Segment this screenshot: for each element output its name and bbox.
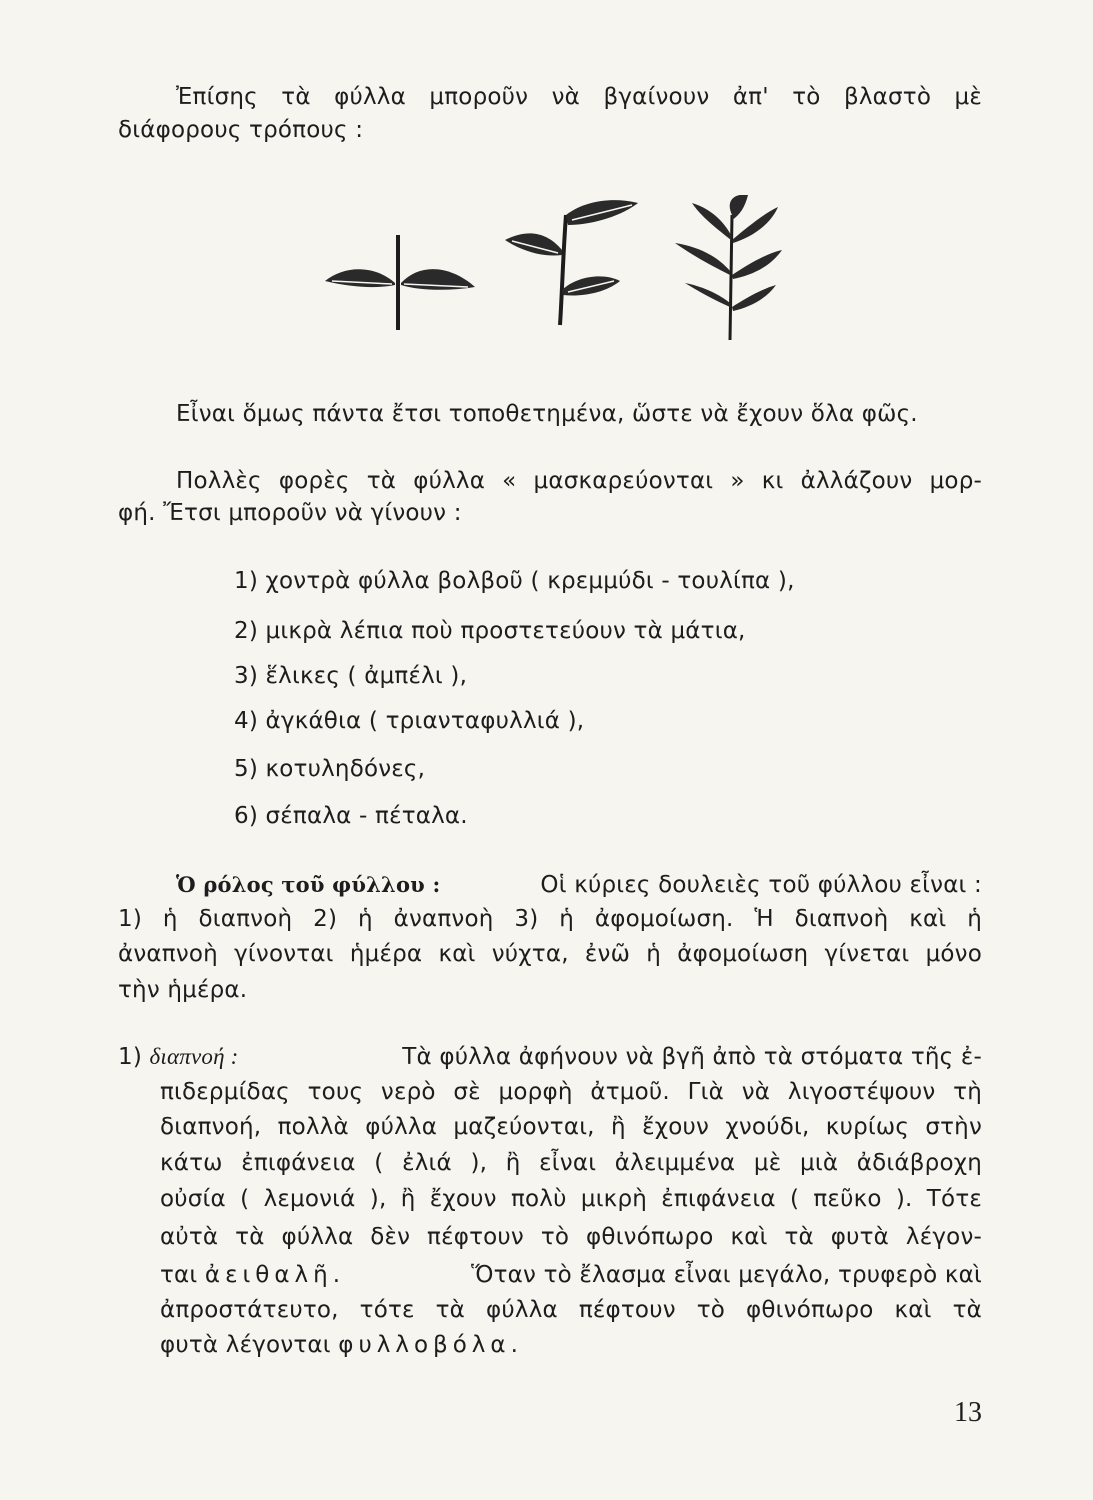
page-number: 13 [954, 1397, 982, 1428]
transpiration-line-1-text: Τὰ φύλλα ἀφήνουν νὰ βγῆ ἀπὸ τὰ στόματα τῆς ἐ- [402, 1044, 982, 1070]
intro-line-2: διάφορους τρόπους : [118, 117, 364, 143]
transpiration-line-7-lead [160, 1260, 345, 1290]
transpiration-line-1 [118, 1042, 982, 1072]
transpiration-line-2: πιδερμίδας τους νερὸ σὲ μορφὴ ἀτμοῦ. Γιὰ νὰ λιγοστέψουν τὴ [160, 1079, 982, 1105]
transpiration-number: 1) [118, 1044, 143, 1070]
transpiration-lead [118, 1042, 239, 1072]
list-item: 6) σέπαλα - πέταλα. [234, 803, 468, 829]
transpiration-line-6: αὐτὰ τὰ φύλλα δὲν πέφτουν τὸ φθινόπωρο καὶ τὰ φυτὰ λέγον- [160, 1224, 982, 1250]
disguise-line-2: φή. Ἔτσι μποροῦν νὰ γίνουν : [118, 500, 462, 526]
list-item: 1) χοντρὰ φύλλα βολβοῦ ( κρεμμύδι - τουλίπα ), [234, 568, 795, 594]
role-line-2: 1) ἡ διαπνοὴ 2) ἡ ἀναπνοὴ 3) ἡ ἀφομοίωση. Ἡ διαπνοὴ καὶ ἡ [118, 906, 982, 932]
list-item: 5) κοτυληδόνες, [234, 756, 426, 782]
list-item: 4) ἀγκάθια ( τριανταφυλλιά ), [234, 708, 585, 734]
transpiration-term: διαπνοή : [149, 1044, 239, 1069]
list-item: 2) μικρὰ λέπια ποὺ προστετεύουν τὰ μάτια, [234, 618, 746, 644]
role-line-1 [176, 870, 982, 900]
leaf-arrangement-figure [320, 195, 790, 345]
intro-line-1: Ἐπίσης τὰ φύλλα μποροῦν νὰ βγαίνουν ἀπ' τὸ βλαστὸ μὲ [176, 84, 982, 110]
transpiration-line-5: οὐσία ( λεμονιά ), ἢ ἔχουν πολὺ μικρὴ ἐπιφάνεια ( πεῦκο ). Τότε [160, 1186, 982, 1212]
evergreen-term: ἀειθαλῆ. [204, 1262, 346, 1288]
role-line-1-text: Οἱ κύριες δουλειὲς τοῦ φύλλου εἶναι : [540, 872, 982, 898]
light-sentence: Εἶναι ὅμως πάντα ἔτσι τοποθετημένα, ὥστε νὰ ἔχουν ὅλα φῶς. [176, 401, 918, 427]
role-line-3: ἀναπνοὴ γίνονται ἡμέρα καὶ νύχτα, ἐνῶ ἡ ἀφομοίωση γίνεται μόνο [118, 941, 982, 967]
role-heading: Ὁ ρόλος τοῦ φύλλου : [176, 872, 441, 897]
transpiration-line-9 [160, 1330, 523, 1360]
deciduous-term: φυλλοβόλα. [338, 1332, 523, 1358]
whorled-leaves-icon [675, 195, 782, 340]
transpiration-line-7-text: Ὅταν τὸ ἔλασμα εἶναι μεγάλο, τρυφερὸ καὶ [471, 1262, 982, 1288]
transpiration-line-9-start: φυτὰ λέγονται [160, 1332, 331, 1358]
transpiration-line-7-start: ται [160, 1262, 198, 1288]
transpiration-line-7 [160, 1260, 982, 1290]
alternate-leaves-icon [505, 200, 638, 325]
transpiration-line-4: κάτω ἐπιφάνεια ( ἐλιά ), ἢ εἶναι ἀλειμμένα μὲ μιὰ ἀδιάβροχη [160, 1150, 982, 1176]
role-line-4: τὴν ἡμέρα. [118, 977, 248, 1003]
opposite-leaves-icon [325, 235, 475, 330]
disguise-line-1: Πολλὲς φορὲς τὰ φύλλα « μασκαρεύονται » κι ἀλλάζουν μορ- [176, 468, 982, 494]
transpiration-line-8: ἀπροστάτευτο, τότε τὰ φύλλα πέφτουν τὸ φθινόπωρο καὶ τὰ [160, 1297, 982, 1323]
transpiration-line-3: διαπνοή, πολλὰ φύλλα μαζεύονται, ἢ ἔχουν χνούδι, κυρίως στὴν [160, 1114, 982, 1140]
list-item: 3) ἕλικες ( ἀμπέλι ), [234, 663, 468, 689]
